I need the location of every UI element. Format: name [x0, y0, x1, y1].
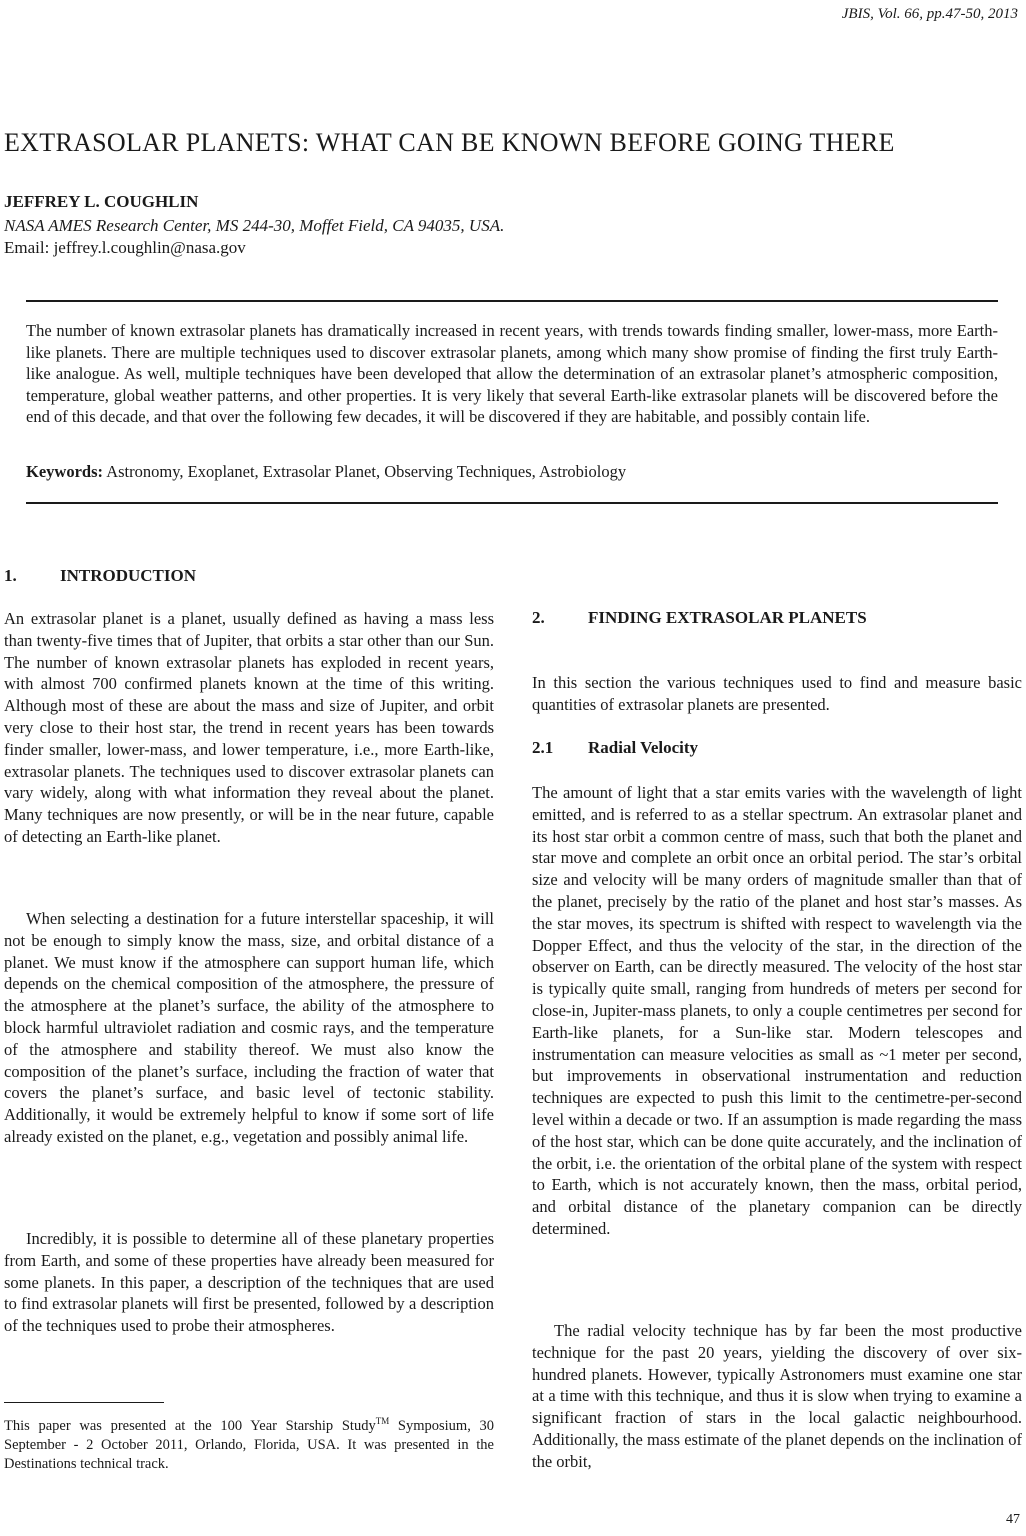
subsection-title: Radial Velocity — [588, 738, 699, 757]
intro-paragraph-3: Incredibly, it is possible to determine all of these planetary properties from Earth, and some of these properties have already been measured for some planets. In this paper, a description of the techniques that are used to find extrasolar planets will first be presented, followed by a description of the techniques used to probe their atmospheres. — [4, 1229, 494, 1336]
keywords — [26, 462, 998, 482]
author-name: JEFFREY L. COUGHLIN — [4, 192, 199, 211]
intro-paragraph-2: When selecting a destination for a future interstellar spaceship, it will not be enough to simply know the mass, size, and orbital distance of a planet. We must know if the atmosphere can support human life, which depends on the chemical composition of the atmosphere, the pressure of the atmosphere at the planet’s surface, the ability of the atmosphere to block harmful ultraviolet radiation and cosmic rays, and the temperature of the atmosphere and stability thereof. We must also know the composition of the planet’s surface, including the fraction of water that covers the planet’s surface, and basic level of tectonic stability. Additionally, it would be extremely helpful to know if some sort of life already existed on the planet, e.g., vegetation and possibly animal life. — [4, 909, 494, 1146]
footnote-text-start: This paper was presented at the 100 Year Starship Study — [4, 1417, 376, 1434]
page-number: 47 — [1006, 1512, 1020, 1527]
footnote-rule — [4, 1402, 164, 1403]
section-heading-finding — [532, 608, 867, 628]
section-title: FINDING EXTRASOLAR PLANETS — [588, 608, 867, 627]
abstract: The number of known extrasolar planets has dramatically increased in recent years, with trends towards finding smaller, lower-mass, more Earth-like planets. There are multiple techniques used to discover extrasolar planets, among which many show promise of finding the first truly Earth-like analogue. As well, multiple techniques have been developed that allow the determination of an extrasolar planet’s atmospheric composition, temperature, global weather patterns, and other properties. It is very likely that several Earth-like extrasolar planets will be discovered before the end of this decade, and that over the following few decades, it will be discovered if they are habitable, and possibly contain life. — [26, 321, 998, 426]
author-email: Email: jeffrey.l.coughlin@nasa.gov — [4, 238, 246, 257]
finding-paragraph-1: In this section the various techniques used to find and measure basic quantities of extrasolar planets are presented. — [532, 673, 1022, 714]
section-heading-introduction — [4, 566, 196, 586]
top-rule — [26, 300, 998, 302]
intro-paragraph-1: An extrasolar planet is a planet, usually defined as having a mass less than twenty-five times that of Jupiter, that orbits a star other than our Sun. The number of known extrasolar planets has exploded in recent years, with almost 700 confirmed planets known at the time of this writing. Although most of these are about the mass and size of Jupiter, and orbit very close to their host star, the trend in recent years has been towards finder smaller, lower-mass, and lower temperature, i.e., more Earth-like, extrasolar planets. The techniques used to discover extrasolar planets can vary widely, along with what information they reveal about the planet. Many techniques are now presently, or will be in the near future, capable of detecting an Earth-like planet. — [4, 609, 494, 846]
footnote-text-end: Symposium, 30 September - 2 October 2011, Orlando, Florida, USA. It was presented in the Destinations technical track. — [4, 1417, 495, 1472]
footnote — [4, 1412, 494, 1474]
section-number: 2. — [532, 608, 545, 627]
radial-paragraph-2: The radial velocity technique has by far been the most productive technique for the past 20 years, yielding the discovery of over six-hundred planets. However, typically Astronomers must examine one star at a time with this technique, and thus it is slow when trying to examine a significant fraction of stars in the local galactic neighbourhood. Additionally, the mass estimate of the planet depends on the inclination of the orbit, — [532, 1321, 1022, 1471]
trademark-mark: TM — [375, 1416, 390, 1426]
author-affiliation: NASA AMES Research Center, MS 244-30, Moffet Field, CA 94035, USA. — [4, 216, 505, 235]
section-number: 1. — [4, 566, 17, 585]
radial-paragraph-1: The amount of light that a star emits varies with the wavelength of light emitted, and is referred to as a stellar spectrum. An extrasolar planet and its host star orbit a common centre of mass, such that both the planet and star move and complete an orbit once an orbital period. The star’s orbital size and velocity will be many orders of magnitude smaller than that of the planet, precisely by the ratio of the planet and host star’s masses. As the star moves, its spectrum is shifted with respect to wavelength via the Dopper Effect, and thus the velocity of the star, in the direction of the observer on Earth, can be directly measured. The velocity of the host star is typically quite small, ranging from hundreds of meters per second for close-in, Jupiter-mass planets, to only a couple centimetres per second for Earth-like planets, for a Sun-like star. Modern telescopes and instrumentation can measure velocities as small as ~1 meter per second, but improvements in observational instrumentation and reduction techniques are expected to push this limit to the centimetre-per-second level within a decade or two. If an assumption is made regarding the mass of the host star, which can be done quite accurately, and the inclination of the orbit, i.e. the orientation of the orbital plane of the system with respect to Earth, which is not accurately known, then the mass, orbital period, and orbital distance of the planetary companion can be directly determined. — [532, 783, 1022, 1238]
bottom-rule — [26, 502, 998, 504]
keywords-text: Astronomy, Exoplanet, Extrasolar Planet, Observing Techniques, Astrobiology — [106, 462, 627, 481]
subsection-number: 2.1 — [532, 738, 554, 757]
section-title: INTRODUCTION — [60, 566, 197, 585]
journal-citation: JBIS, Vol. 66, pp.47-50, 2013 — [841, 6, 1018, 22]
keywords-label: Keywords: — [26, 462, 103, 481]
subsection-heading-radial-velocity — [532, 738, 698, 758]
paper-title: EXTRASOLAR PLANETS: WHAT CAN BE KNOWN BEFORE GOING THERE — [4, 128, 895, 157]
